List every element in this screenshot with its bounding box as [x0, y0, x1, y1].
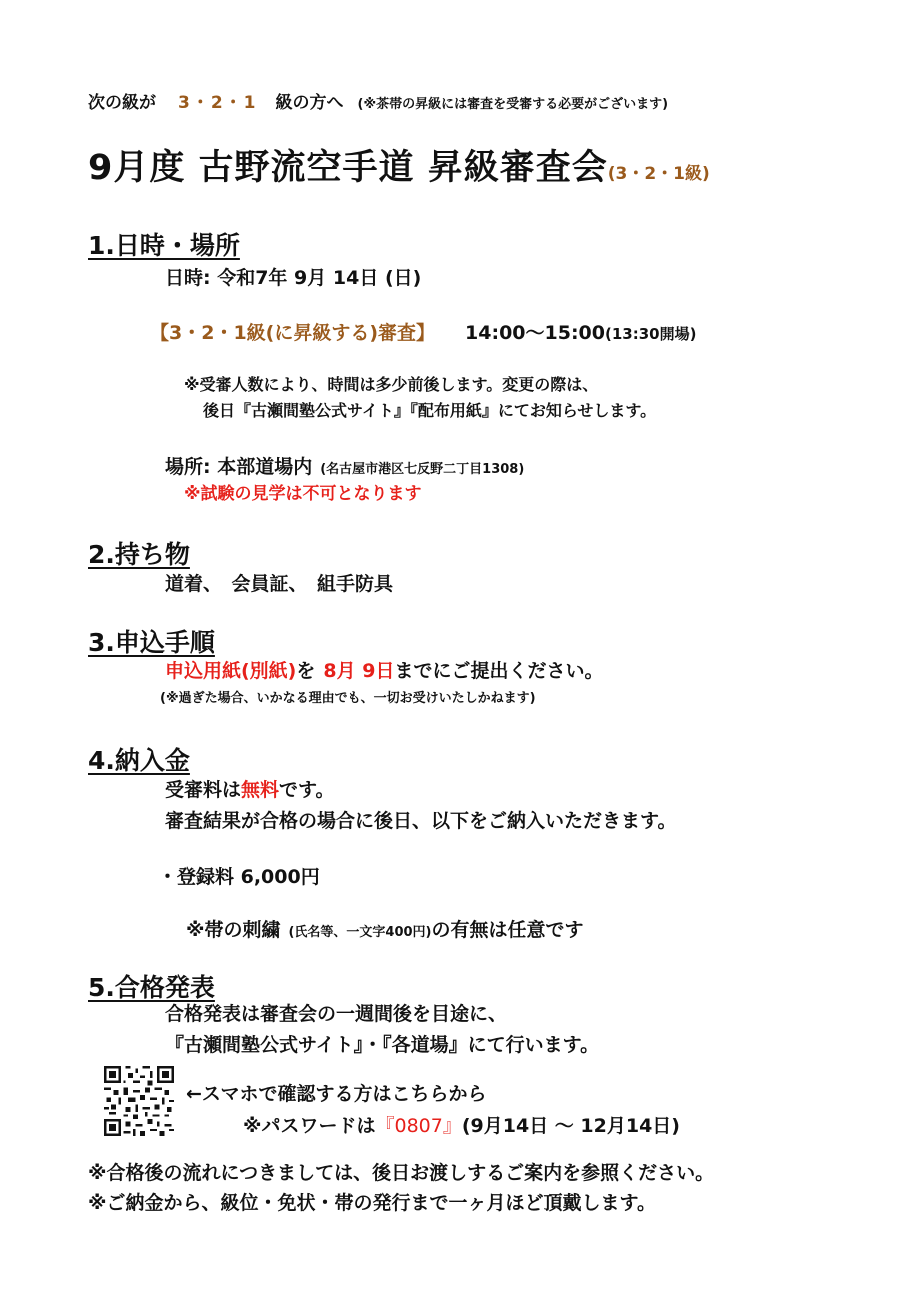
- intro-suffix: 級の方へ: [275, 93, 344, 113]
- title-sub: (3・2・1級): [607, 164, 710, 184]
- exam-fee: [165, 775, 335, 802]
- fee-free: 無料: [241, 779, 280, 801]
- intro-line: [88, 88, 668, 113]
- page-title: [88, 140, 710, 190]
- section-2-heading: 2.持ち物: [88, 540, 190, 569]
- fee-prefix: 受審料は: [165, 779, 242, 801]
- section-1-heading: 1.日時・場所: [88, 231, 240, 260]
- exam-place: [165, 452, 524, 479]
- password-period: (9月14日 〜 12月14日): [461, 1115, 680, 1137]
- place-label: 場所: 本部道場内: [165, 456, 313, 478]
- password-line: [243, 1111, 680, 1138]
- intro-note: (※茶帯の昇級には審査を受審する必要がございます): [357, 97, 669, 112]
- password-prefix: ※パスワードは: [243, 1115, 376, 1137]
- application-deadline: 8月 9日: [323, 660, 395, 682]
- title-main: 9月度 古野流空手道 昇級審査会: [88, 148, 608, 188]
- embroidery-prefix: ※帯の刺繍: [186, 919, 281, 941]
- section-3-heading: 3.申込手順: [88, 628, 215, 657]
- footer-note-2: ※ご納金から、級位・免状・帯の発行まで一ヶ月ほど頂戴します。: [88, 1192, 656, 1214]
- exam-datetime: 日時: 令和7年 9月 14日 (日): [165, 267, 422, 289]
- qr-instruction: ←スマホで確認する方はこちらから: [186, 1083, 487, 1105]
- fee-suffix: です。: [279, 779, 335, 801]
- application-wo: を: [296, 660, 316, 682]
- intro-prefix: 次の級が: [88, 93, 156, 113]
- qr-code-icon[interactable]: [104, 1066, 174, 1136]
- results-line-1: 合格発表は審査会の一週間後を目途に、: [165, 1003, 508, 1025]
- application-note: (※過ぎた場合、いかなる理由でも、一切お受けいたしかねます): [160, 691, 536, 706]
- intro-grades: 3・2・1: [178, 93, 258, 113]
- time-note-1: ※受審人数により、時間は多少前後します。変更の際は、: [184, 375, 599, 394]
- exam-time: 14:00〜15:00: [465, 322, 605, 344]
- embroidery-detail: (氏名等、一文字400円): [288, 925, 432, 940]
- section-5-heading: 5.合格発表: [88, 973, 215, 1002]
- section-4-heading: 4.納入金: [88, 746, 190, 775]
- application-tail: までにご提出ください。: [394, 660, 604, 682]
- embroidery-suffix: の有無は任意です: [431, 919, 584, 941]
- password-value: 『0807』: [375, 1115, 462, 1137]
- application-form: 申込用紙(別紙): [165, 660, 297, 682]
- results-line-2: 『古瀬間塾公式サイト』・『各道場』にて行います。: [165, 1034, 600, 1056]
- footer-note-1: ※合格後の流れにつきましては、後日お渡しするご案内を参照ください。: [88, 1162, 715, 1184]
- exam-schedule: [150, 318, 696, 345]
- observation-note: ※試験の見学は不可となります: [184, 484, 422, 504]
- exam-open: (13:30開場): [605, 325, 697, 343]
- payment-after-pass: 審査結果が合格の場合に後日、以下をご納入いただきます。: [165, 810, 677, 832]
- exam-label: 【3・2・1級(に昇級する)審査】: [150, 322, 436, 344]
- time-note-2: 後日『古瀬間塾公式サイト』『配布用紙』にてお知らせします。: [203, 401, 657, 420]
- belongings-list: 道着、 会員証、 組手防具: [165, 573, 394, 595]
- registration-fee: ・登録料 6,000円: [158, 866, 320, 888]
- place-address: (名古屋市港区七反野二丁目1308): [320, 462, 525, 477]
- embroidery-note: [186, 915, 584, 942]
- application-instructions: [165, 656, 603, 683]
